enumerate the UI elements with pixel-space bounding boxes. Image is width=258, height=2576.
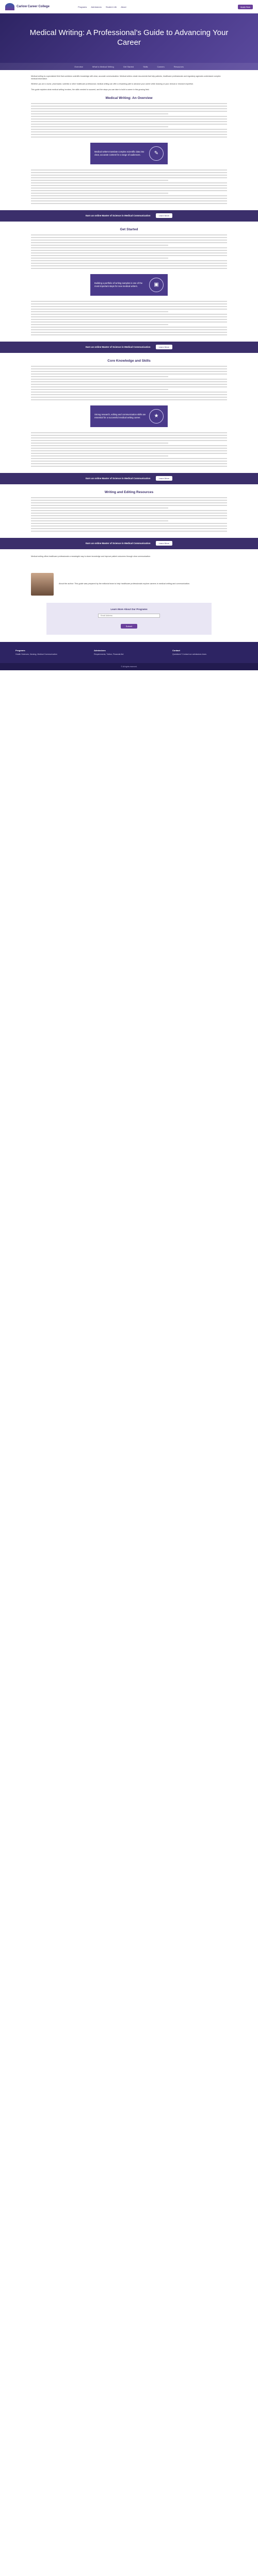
text-line <box>31 497 227 498</box>
text-line <box>31 374 227 375</box>
text-line <box>31 314 227 315</box>
text-line <box>31 381 227 382</box>
text-line <box>31 321 227 323</box>
text-line <box>31 523 227 524</box>
text-line <box>31 260 227 261</box>
text-line <box>31 116 227 117</box>
learn-more-button[interactable]: Learn More <box>156 476 172 481</box>
text-line <box>31 108 227 109</box>
intro-paragraph: Whether you are a nurse, pharmacist, scientist or other healthcare professional, medical writing can offer a rewarding path to advance your career while drawing on your clinical or research expertise. <box>31 83 194 86</box>
author-photo <box>31 573 54 596</box>
text-line <box>31 376 168 377</box>
text-line <box>31 435 227 436</box>
text-line <box>31 448 227 449</box>
nav-item[interactable]: Student Life <box>105 5 117 8</box>
text-line <box>31 366 227 367</box>
text-line <box>31 121 227 122</box>
body-text-block <box>31 366 227 400</box>
text-line <box>31 461 227 462</box>
text-line <box>31 247 227 248</box>
copyright: © All rights reserved. <box>0 663 258 670</box>
body-text-block <box>31 103 227 138</box>
footer-text[interactable]: Health Sciences, Nursing, Medical Communication <box>15 653 57 656</box>
hero <box>0 13 258 70</box>
program-banner <box>0 473 258 484</box>
footer-text[interactable]: Requirements, Tuition, Financial Aid <box>94 653 124 656</box>
text-line <box>31 458 227 459</box>
intro-paragraph: This guide explains what medical writing involves, the skills needed to succeed, and the steps you can take to build a career in this growing field. <box>31 88 150 91</box>
text-line <box>31 203 227 204</box>
text-line <box>31 177 227 178</box>
form-title: Learn More About Our Programs <box>110 608 148 611</box>
apply-button[interactable]: Apply Now <box>238 5 253 9</box>
text-line <box>31 111 227 112</box>
text-line <box>31 195 227 196</box>
text-line <box>31 263 227 264</box>
text-line <box>31 371 227 372</box>
text-line <box>31 316 227 317</box>
body-text-block <box>31 497 227 532</box>
subnav-item[interactable]: Skills <box>143 65 148 68</box>
page-title: Medical Writing: A Professional’s Guide to Advancing Your Career <box>29 28 229 47</box>
footer-column <box>94 649 164 656</box>
author-card <box>31 573 227 596</box>
learn-more-button[interactable]: Learn More <box>156 213 172 218</box>
callout-text: Strong research, editing and communication skills are essential for a successful medical writing career. <box>94 413 146 419</box>
text-line <box>31 397 227 398</box>
text-line <box>31 242 227 243</box>
learn-more-button[interactable]: Learn More <box>156 541 172 546</box>
text-line <box>31 500 227 501</box>
text-line <box>31 453 227 454</box>
text-line <box>31 175 227 176</box>
logo-icon <box>5 3 14 10</box>
banner-text: Earn an online Master of Science in Medical Communication <box>85 214 151 217</box>
text-line <box>31 368 227 369</box>
program-banner <box>0 342 258 353</box>
text-line <box>31 510 227 511</box>
text-line <box>31 131 227 132</box>
text-line <box>31 309 227 310</box>
footer-column <box>172 649 243 656</box>
text-line <box>31 113 168 114</box>
text-line <box>31 505 227 506</box>
text-line <box>31 392 227 393</box>
text-line <box>31 526 227 527</box>
text-line <box>31 303 227 304</box>
text-line <box>31 237 227 238</box>
text-line <box>31 200 227 201</box>
document-icon: ✎ <box>149 146 164 161</box>
text-line <box>31 437 227 438</box>
main-nav <box>78 6 126 8</box>
site-header <box>0 0 258 13</box>
section-heading: Medical Writing: An Overview <box>105 96 153 100</box>
text-line <box>31 502 227 503</box>
text-line <box>31 311 168 312</box>
email-field[interactable] <box>98 614 160 618</box>
text-line <box>31 240 227 241</box>
text-line <box>31 250 227 251</box>
footer-heading: Admissions <box>94 649 106 652</box>
submit-button[interactable]: Submit <box>121 624 137 629</box>
text-line <box>31 182 227 183</box>
text-line <box>31 399 227 400</box>
text-line <box>31 440 227 441</box>
subnav-item[interactable]: What Is Medical Writing <box>92 65 114 68</box>
portfolio-icon: ▣ <box>149 278 164 292</box>
logo-text: Carlow Career College <box>17 5 50 8</box>
text-line <box>31 301 227 302</box>
banner-text: Earn an online Master of Science in Medical Communication <box>85 477 151 480</box>
text-line <box>31 198 227 199</box>
author-bio: About the author: This guide was prepared by the editorial team to help healthcare professionals explore careers in medical writing and communication. <box>59 583 190 585</box>
body-text-block <box>31 301 227 335</box>
text-line <box>31 334 227 335</box>
text-line <box>31 137 227 138</box>
program-banner <box>0 538 258 549</box>
subnav-item[interactable]: Get Started <box>123 65 134 68</box>
text-line <box>31 329 227 330</box>
learn-more-button[interactable]: Learn More <box>156 345 172 349</box>
site-footer <box>0 642 258 663</box>
text-line <box>31 258 168 259</box>
text-line <box>31 463 227 464</box>
footer-heading: Contact <box>172 649 180 652</box>
subnav-item[interactable]: Careers <box>157 65 165 68</box>
text-line <box>31 518 227 519</box>
text-line <box>31 124 227 125</box>
text-line <box>31 126 168 127</box>
text-line <box>31 255 227 256</box>
text-line <box>31 432 227 433</box>
intro-paragraph: Medical writing is a specialized field that combines scientific knowledge with clear, accurate communication. Medical writers create documents that help patients, healthcare professionals and regulatory agencies understand complex medical information. <box>31 75 221 80</box>
subnav-item[interactable]: Overview <box>74 65 83 68</box>
request-info-form <box>46 603 212 635</box>
text-line <box>31 445 227 446</box>
text-line <box>31 528 227 529</box>
text-line <box>31 507 168 509</box>
program-banner <box>0 210 258 222</box>
text-line <box>31 306 227 307</box>
section-heading: Get Started <box>120 227 138 231</box>
text-line <box>31 319 227 320</box>
text-line <box>31 268 227 269</box>
body-text-block <box>31 234 227 269</box>
text-line <box>31 531 227 532</box>
callout-box <box>90 143 168 164</box>
body-text-block <box>31 170 227 204</box>
section-heading: Core Knowledge and Skills <box>107 359 151 363</box>
page <box>0 0 258 670</box>
article <box>0 70 258 566</box>
text-line <box>31 172 227 173</box>
callout-text: Medical writers translate complex scientific data into clear, accurate content for a range of audiences. <box>94 150 144 156</box>
text-line <box>31 455 168 456</box>
text-line <box>31 188 227 189</box>
text-line <box>31 332 227 333</box>
footer-heading: Programs <box>15 649 25 652</box>
text-line <box>31 515 227 516</box>
text-line <box>31 190 227 191</box>
section-subnav <box>0 63 258 70</box>
text-line <box>31 443 168 444</box>
banner-text: Earn an online Master of Science in Medical Communication <box>85 346 151 349</box>
skills-icon: ★ <box>149 409 164 423</box>
text-line <box>31 234 227 235</box>
text-line <box>31 394 227 395</box>
text-line <box>31 265 227 266</box>
text-line <box>31 180 168 181</box>
text-line <box>31 327 227 328</box>
text-line <box>31 379 227 380</box>
text-line <box>31 129 227 130</box>
footer-column <box>15 649 86 656</box>
text-line <box>31 134 227 135</box>
text-line <box>31 389 168 390</box>
text-line <box>31 466 227 467</box>
text-line <box>31 106 227 107</box>
text-line <box>31 384 227 385</box>
nav-item[interactable]: About <box>121 5 126 8</box>
closing-paragraph: Medical writing offers healthcare professionals a meaningful way to share knowledge and improve patient outcomes through clear communication. <box>31 555 151 557</box>
banner-text: Earn an online Master of Science in Medical Communication <box>85 542 151 545</box>
callout-box <box>90 274 168 296</box>
text-line <box>31 450 227 451</box>
section-heading: Writing and Editing Resources <box>104 490 154 494</box>
text-line <box>31 118 227 120</box>
callout-box <box>90 405 168 427</box>
footer-text[interactable]: Questions? Contact our admissions team. <box>172 653 207 656</box>
text-line <box>31 324 168 325</box>
text-line <box>31 513 227 514</box>
text-line <box>31 252 227 253</box>
callout-text: Building a portfolio of writing samples is one of the most important steps for new medical writers. <box>94 282 143 287</box>
nav-item[interactable]: Programs <box>78 5 87 8</box>
text-line <box>31 386 227 387</box>
logo[interactable] <box>5 3 50 10</box>
text-line <box>31 520 168 521</box>
body-text-block <box>31 432 227 467</box>
text-line <box>31 103 227 104</box>
text-line <box>31 185 227 186</box>
text-line <box>31 193 168 194</box>
subnav-item[interactable]: Resources <box>173 65 184 68</box>
text-line <box>31 245 168 246</box>
nav-item[interactable]: Admissions <box>91 5 102 8</box>
text-line <box>31 170 227 171</box>
